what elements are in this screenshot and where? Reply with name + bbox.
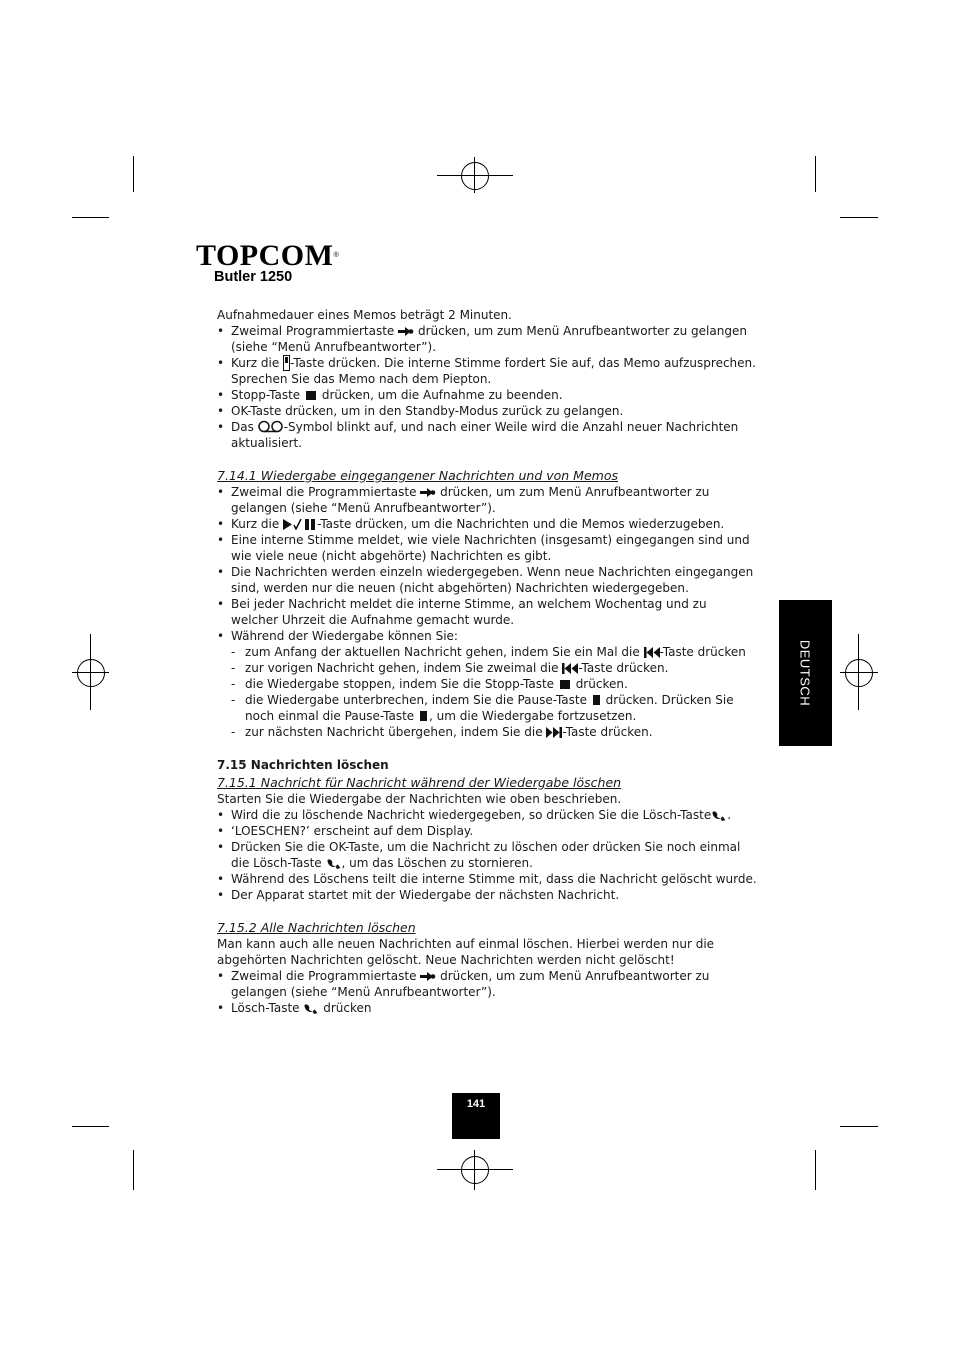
menu-key-icon xyxy=(398,326,414,337)
page-number-box xyxy=(452,1093,500,1139)
list-item: • Kurz die -Taste drücken, um die Nachrichten und die Memos wiederzugeben. xyxy=(217,516,757,532)
bullet-list xyxy=(217,323,757,451)
list-item: • Drücken Sie die OK-Taste, um die Nachricht zu löschen oder drücken Sie noch einmal die Lösch-Taste , um das Löschen zu stornieren. xyxy=(217,839,757,871)
paragraph: Aufnahmedauer eines Memos beträgt 2 Minuten. xyxy=(217,308,512,322)
list-item: - die Wiedergabe unterbrechen, indem Sie die Pause-Taste drücken. Drücken Sie noch einmal die Pause-Taste , um die Wiedergabe fortzusetzen. xyxy=(231,692,757,724)
list-item: - zum Anfang der aktuellen Nachricht gehen, indem Sie ein Mal die -Taste drücken xyxy=(231,644,757,660)
section-title: 7.15.1 Nachricht für Nachricht während der Wiedergabe löschen xyxy=(217,775,622,790)
list-item: • Bei jeder Nachricht meldet die interne Stimme, an welchem Wochentag und zu welcher Uhrzeit die Aufnahme gemacht wurde. xyxy=(217,596,757,628)
dash-list xyxy=(231,644,757,740)
brand-logo: TOPCOM® xyxy=(196,239,340,272)
crop-mark xyxy=(133,1150,134,1190)
crop-mark xyxy=(815,156,816,192)
list-item: • Die Nachrichten werden einzeln wiedergegeben. Wenn neue Nachrichten eingegangen sind, werden nur die neuen (nicht abgehörten) Nachrichten wiedergegeben. xyxy=(217,564,757,596)
list-item: • Während der Wiedergabe können Sie: - zum Anfang der aktuellen Nachricht gehen, indem Sie ein Mal die -Taste drücken - zur vorigen Nachricht gehen, indem Sie zweimal die -Taste drücken. - die Wiedergabe stoppen, indem Sie die Stopp-Taste drücken. - die Wiedergabe unterbrechen, indem Sie die Pause-Taste drücken. Drücken Sie noch einmal die Pause-Taste , um die Wiedergabe fortzusetzen. - zur nächsten Nachricht übergehen, indem Sie die -Taste drücken. xyxy=(217,628,757,740)
bullet-list xyxy=(217,484,757,740)
stop-key-icon xyxy=(560,680,570,689)
forward-key-icon xyxy=(546,727,562,738)
play-pause-key-icon xyxy=(283,519,317,530)
crop-mark xyxy=(840,217,878,218)
bullet-list xyxy=(217,968,757,1016)
list-item: • OK-Taste drücken, um in den Standby-Modus zurück zu gelangen. xyxy=(217,403,757,419)
list-item: - zur nächsten Nachricht übergehen, indem Sie die -Taste drücken. xyxy=(231,724,757,740)
list-item: • Das -Symbol blinkt auf, und nach einer Weile wird die Anzahl neuer Nachrichten aktualisiert. xyxy=(217,419,757,451)
list-item: - zur vorigen Nachricht gehen, indem Sie zweimal die -Taste drücken. xyxy=(231,660,757,676)
section-title: 7.14.1 Wiedergabe eingegangener Nachrichten und von Memos xyxy=(217,468,618,483)
list-item: - die Wiedergabe stoppen, indem Sie die Stopp-Taste drücken. xyxy=(231,676,757,692)
list-item: • Zweimal die Programmiertaste drücken, um zum Menü Anrufbeantworter zu gelangen (siehe “Menü Anrufbeantworter”). xyxy=(217,968,757,1000)
menu-key-icon xyxy=(420,487,436,498)
list-item: • Lösch-Taste drücken xyxy=(217,1000,757,1016)
document-body xyxy=(217,307,757,1016)
list-item: • Zweimal die Programmiertaste drücken, um zum Menü Anrufbeantworter zu gelangen (siehe “Menü Anrufbeantworter”). xyxy=(217,484,757,516)
list-item: • ‘LOESCHEN?’ erscheint auf dem Display. xyxy=(217,823,757,839)
crop-mark xyxy=(815,1150,816,1190)
list-item: • Wird die zu löschende Nachricht wiedergegeben, so drücken Sie die Lösch-Taste . xyxy=(217,807,757,823)
crop-mark xyxy=(840,1126,878,1127)
paragraph: Starten Sie die Wiedergabe der Nachrichten wie oben beschrieben. xyxy=(217,792,622,806)
crop-mark xyxy=(133,156,134,192)
list-item: • Zweimal Programmiertaste drücken, um zum Menü Anrufbeantworter zu gelangen (siehe “Menü Anrufbeantworter”). xyxy=(217,323,757,355)
pause-key-icon xyxy=(593,695,600,705)
crop-mark xyxy=(72,217,109,218)
list-item: • Kurz die -Taste drücken. Die interne Stimme fordert Sie auf, das Memo aufzusprechen. Sprechen Sie das Memo nach dem Piepton. xyxy=(217,355,757,387)
tape-icon xyxy=(258,420,284,433)
language-tab: DEUTSCH xyxy=(779,600,832,746)
list-item: • Eine interne Stimme meldet, wie viele Nachrichten (insgesamt) eingegangen sind und wie viele neue (nicht abgehörte) Nachrichten es gibt. xyxy=(217,532,757,564)
rewind-key-icon xyxy=(644,647,660,658)
list-item: • Stopp-Taste drücken, um die Aufnahme zu beenden. xyxy=(217,387,757,403)
page-number: 141 xyxy=(466,1098,486,1110)
stop-key-icon xyxy=(306,391,316,400)
menu-key-icon xyxy=(420,971,436,982)
delete-key-icon xyxy=(711,810,727,821)
delete-key-icon xyxy=(326,858,342,869)
delete-key-icon xyxy=(303,1003,319,1014)
list-item: • Während des Löschens teilt die interne Stimme mit, dass die Nachricht gelöscht wurde. xyxy=(217,871,757,887)
crop-mark xyxy=(72,1126,109,1127)
bullet-list xyxy=(217,807,757,903)
paragraph: Man kann auch alle neuen Nachrichten auf einmal löschen. Hierbei werden nur die abgehörten Nachrichten gelöscht. Neue Nachrichten werden nicht gelöscht! xyxy=(217,937,715,967)
model-name: Butler 1250 xyxy=(214,269,293,285)
list-item: • Der Apparat startet mit der Wiedergabe der nächsten Nachricht. xyxy=(217,887,757,903)
section-title: 7.15.2 Alle Nachrichten löschen xyxy=(217,920,416,935)
rewind-key-icon xyxy=(562,663,578,674)
pause-key-icon xyxy=(420,711,427,721)
section-heading: 7.15 Nachrichten löschen xyxy=(217,758,389,772)
